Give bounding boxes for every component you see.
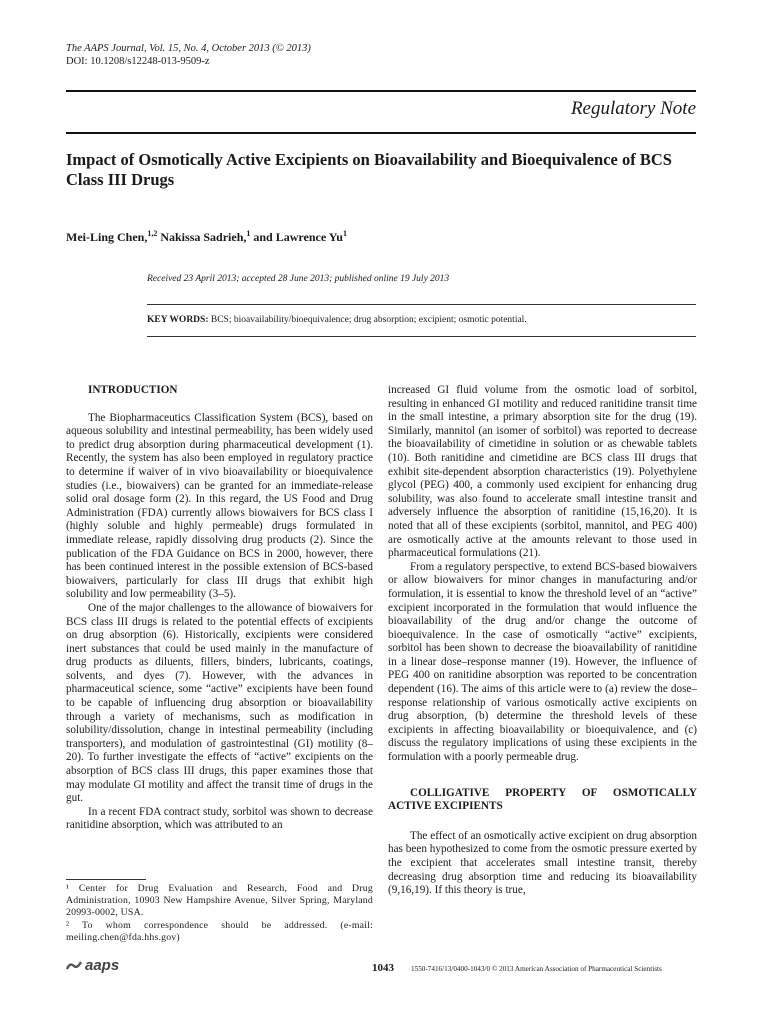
left-column xyxy=(66,384,373,833)
keywords xyxy=(147,315,527,325)
author-affiliation: 1,2 xyxy=(147,229,158,238)
copyright-line: 1550-7416/13/0400-1043/0 © 2013 American Association of Pharmaceutical Scientists xyxy=(411,965,662,973)
title-rule xyxy=(66,132,696,134)
footnotes xyxy=(66,883,373,944)
journal-citation: The AAPS Journal, Vol. 15, No. 4, October 2013 (© 2013) xyxy=(66,43,311,54)
author-name: Mei-Ling Chen, xyxy=(66,230,148,244)
article-title: Impact of Osmotically Active Excipients on Bioavailability and Bioequivalence of BCS Class III Drugs xyxy=(66,150,672,189)
section-label: Regulatory Note xyxy=(570,98,696,119)
right-column xyxy=(388,384,697,898)
keywords-top-rule xyxy=(147,304,696,305)
paragraph: From a regulatory perspective, to extend BCS-based biowaivers or allow biowaivers for minor changes in manufacturing and/or formulation, it is essential to know the threshold level of an “active” excipient incorporated in the formulation that would influence the bioavailability of the drug and/or change the outcome of bioequivalence. In the case of osmotically “active” excipients, sorbitol has been shown to decrease the bioavailability of ranitidine in a linear dose–response manner (19). However, the influence of PEG 400 on ranitidine absorption was reported to be concentration dependent (16). The aims of this article were to (a) review the dose–response relationship of various osmotically active excipients on drug absorption, (b) determine the threshold levels of these excipients in affecting bioavailability or bioequivalence, and (c) discuss the regulatory implications of using these excipients in the formulation with a poorly permeable drug. xyxy=(388,560,697,764)
aaps-logo-icon xyxy=(66,960,82,972)
aaps-logo-text: aaps xyxy=(85,957,120,974)
introduction-heading: INTRODUCTION xyxy=(88,384,178,396)
received-dates: Received 23 April 2013; accepted 28 June 2013; published online 19 July 2013 xyxy=(147,274,450,284)
page-number: 1043 xyxy=(372,962,394,974)
keywords-label: KEY WORDS: xyxy=(147,315,209,325)
author-list xyxy=(66,229,347,245)
keywords-bottom-rule xyxy=(147,336,696,337)
paragraph: The effect of an osmotically active excipient on drug absorption has been hypothesized to come from the osmotic pressure exerted by the excipient that accelerates small intestine transit, thereby decreasing drug absorption time and reducing its bioavailability (9,16,19). If this theory is true, xyxy=(388,829,697,897)
paragraph: In a recent FDA contract study, sorbitol was shown to decrease ranitidine absorption, which was attributed to an xyxy=(66,805,373,832)
paragraph: The Biopharmaceutics Classification System (BCS), based on aqueous solubility and intestinal permeability, has been widely used to predict drug absorption during pharmaceutical development (1). Recently, the system has also been employed in regulatory practice to determine if waiver of in vivo bioavailability or bioequivalence studies (i.e., biowaivers) can be granted for an immediate-release solid oral dosage form (2). In this regard, the US Food and Drug Administration (FDA) currently allows biowaivers for BCS class I (highly soluble and highly permeable) drugs formulated in immediate release, rapidly dissolving drug products (2). Since the publication of the FDA Guidance on BCS in 2000, however, there has been continued interest in the possible extension of BCS-based biowaivers, particularly for class III drugs that exhibit high solubility and low permeability (3–5). xyxy=(66,411,373,601)
aaps-logo xyxy=(66,957,119,974)
author-name: Nakissa Sadrieh, xyxy=(160,230,247,244)
colligative-heading: COLLIGATIVE PROPERTY OF OSMOTICALLY ACTIVE EXCIPIENTS xyxy=(388,786,697,813)
keywords-text: BCS; bioavailability/bioequivalence; drug absorption; excipient; osmotic potential. xyxy=(210,315,527,325)
paragraph: increased GI fluid volume from the osmotic load of sorbitol, resulting in enhanced GI motility and reduced ranitidine transit time in the small intestine, a primary absorption site for the drug (19). Similarly, mannitol (an isomer of sorbitol) was reported to decrease the bioavailability of cimetidine in solution or as chewable tablets (10). Both ranitidine and cimetidine are BCS class III drugs that exhibit site-dependent absorption characteristics (19). Polyethylene glycol (PEG) 400, a commonly used excipient for enhancing drug solubility, was also found to accelerate small intestine transit and adversely influence the absorption of ranitidine (15,16,20). It is noted that all of these excipients (sorbitol, mannitol, and PEG 400) are osmotically active at the amounts relevant to those used in pharmaceutical formulations (21). xyxy=(388,384,697,560)
author-affiliation: 1 xyxy=(246,229,251,238)
header-rule xyxy=(66,90,696,92)
paragraph: One of the major challenges to the allowance of biowaivers for BCS class III drugs is related to the potential effects of excipients on drug absorption (6). Historically, excipients were considered inert substances that could be used mainly in the manufacture of drug products as diluents, fillers, binders, lubricants, coatings, solvents, and dyes (7). However, with the advances in pharmaceutical science, some “active” excipients have been found to be capable of influencing drug absorption or bioavailability through a variety of mechanisms, such as modification in solubility/dissolution, change in intestinal permeability (including transporters), and modulation of gastrointestinal (GI) motility (8–20). To further investigate the effects of “active” excipients on the absorption of BCS class III drugs, this paper examines those that may modulate GI motility and affect the transit time of drugs in the gut. xyxy=(66,601,373,805)
footnote-rule xyxy=(66,879,146,880)
doi[interactable]: DOI: 10.1208/s12248-013-9509-z xyxy=(66,56,210,67)
author-name: and Lawrence Yu xyxy=(253,230,343,244)
footnote-correspondence: ² To whom correspondence should be addressed. (e-mail: meiling.chen@fda.hhs.gov) xyxy=(66,919,373,943)
footnote-affiliation: ¹ Center for Drug Evaluation and Research, Food and Drug Administration, 10903 New Hampshire Avenue, Silver Spring, Maryland 20993-0002, USA. xyxy=(66,883,373,919)
author-affiliation: 1 xyxy=(342,229,347,238)
